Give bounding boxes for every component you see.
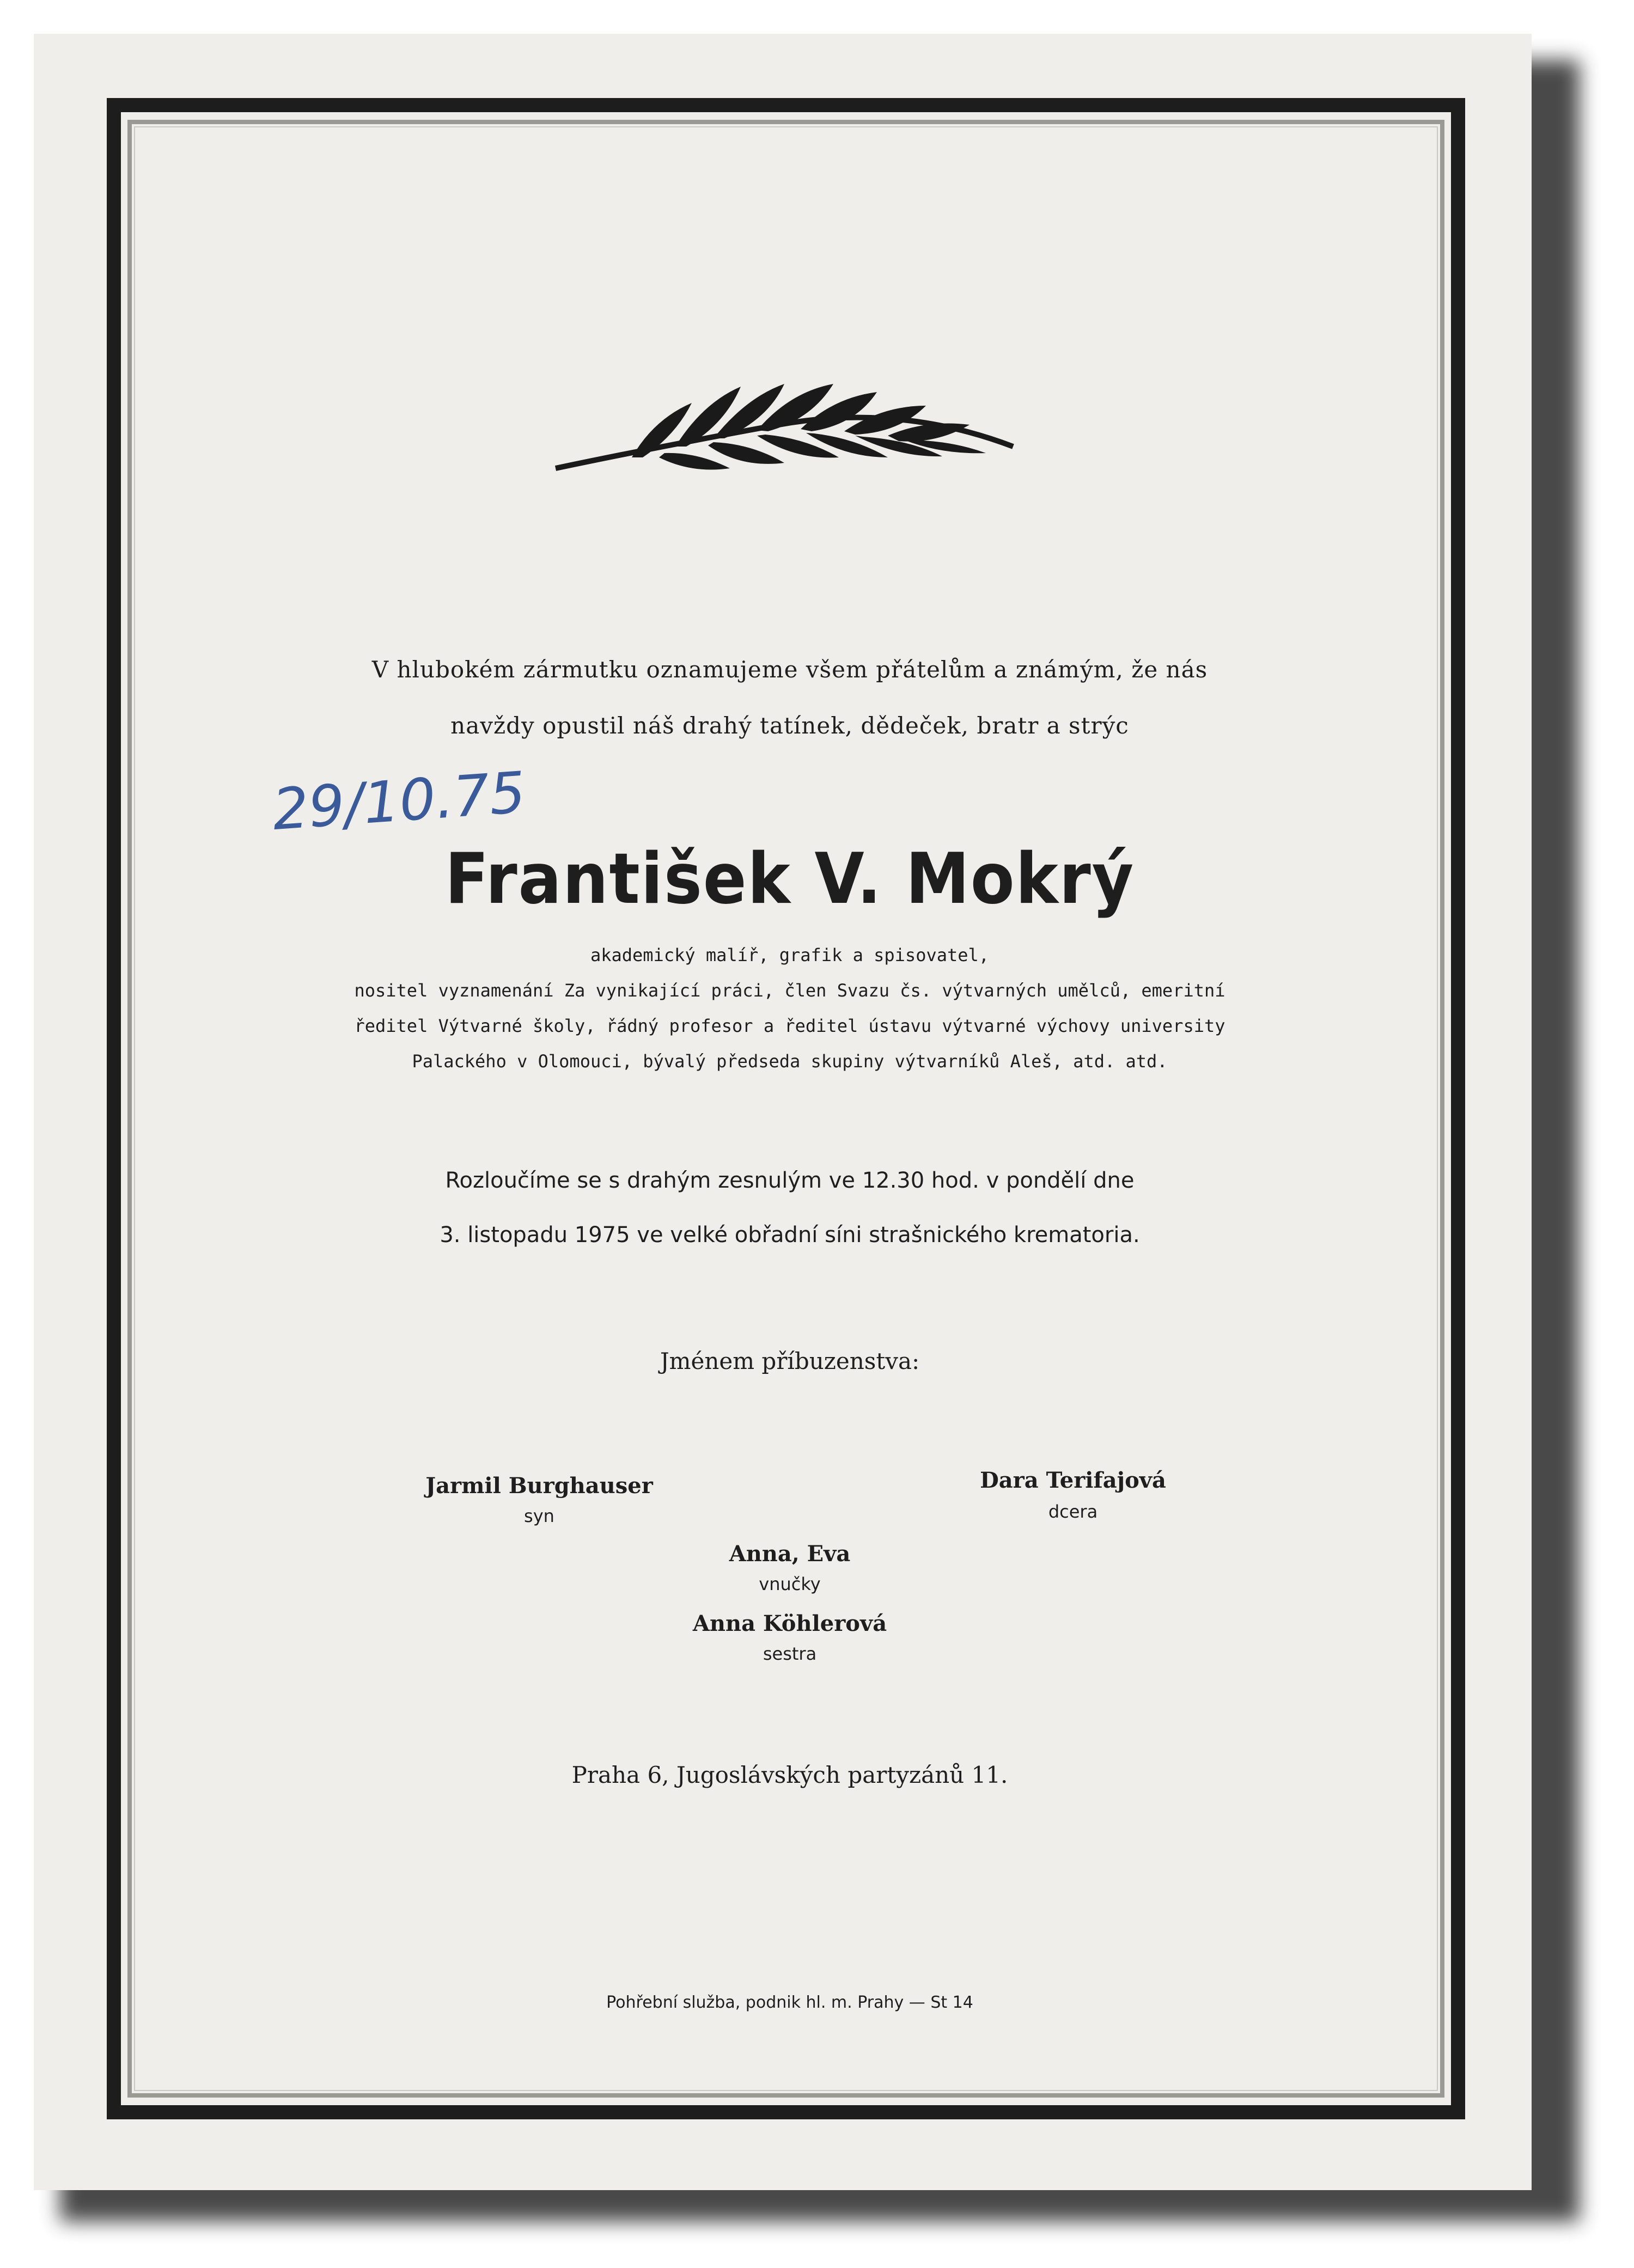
relative-name: Anna, Eva (729, 1541, 851, 1567)
relative-role: sestra (763, 1643, 817, 1664)
relatives-heading: Jménem příbuzenstva: (660, 1348, 920, 1374)
address: Praha 6, Jugoslávských partyzánů 11. (571, 1762, 1008, 1788)
relative-role: dcera (1048, 1501, 1098, 1522)
branch-icon (550, 381, 1019, 496)
relative-name: Jarmil Burghauser (425, 1473, 653, 1499)
titles-line-2: nositel vyznamenání Za vynikající práci, člen Svazu čs. výtvarných umělců, emeritní (354, 980, 1226, 1001)
relative-name: Dara Terifajová (980, 1468, 1166, 1493)
titles-line-1: akademický malíř, grafik a spisovatel, (590, 945, 990, 965)
handwritten-date: 29/10.75 (270, 759, 528, 843)
titles-line-3: ředitel Výtvarné školy, řádný profesor a ředitel ústavu výtvarné výchovy university (354, 1016, 1226, 1036)
footer-imprint: Pohřební služba, podnik hl. m. Prahy — St 14 (606, 1993, 973, 2012)
relative-name: Anna Köhlerová (692, 1611, 887, 1636)
farewell-line-2: 3. listopadu 1975 ve velké obřadní síni strašnického krematoria. (440, 1222, 1140, 1248)
titles-line-4: Palackého v Olomouci, bývalý předseda skupiny výtvarníků Aleš, atd. atd. (412, 1051, 1168, 1072)
farewell-line-1: Rozloučíme se s drahým zesnulým ve 12.30 hod. v pondělí dne (445, 1168, 1135, 1193)
intro-line-2: navždy opustil náš drahý tatínek, dědeček, bratr a strýc (450, 712, 1129, 739)
intro-line-1: V hlubokém zármutku oznamujeme všem přátelům a známým, že nás (371, 656, 1208, 683)
relative-role: syn (524, 1506, 554, 1526)
deceased-name: František V. Mokrý (444, 839, 1135, 920)
relative-role: vnučky (759, 1574, 821, 1594)
